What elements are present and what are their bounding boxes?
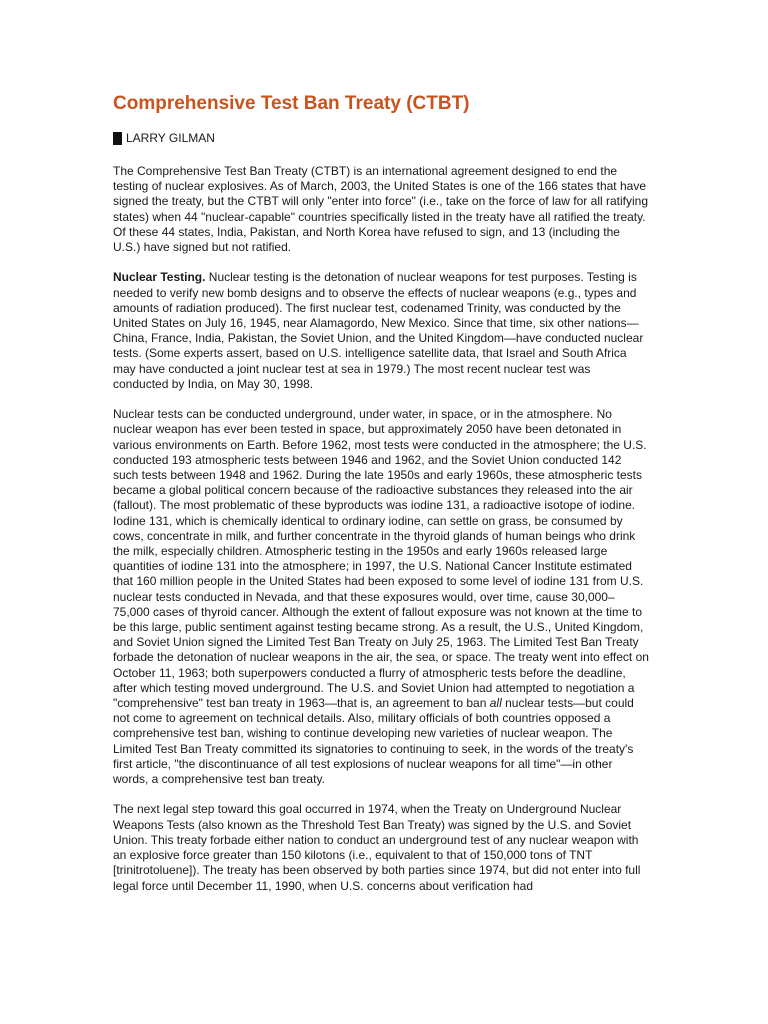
- author-name: LARRY GILMAN: [126, 131, 215, 145]
- article-body: [113, 164, 649, 909]
- paragraph-threshold-treaty: The next legal step toward this goal occurred in 1974, when the Treaty on Underground Nuclear Weapons Tests (also known as the Threshold Test Ban Treaty) was signed by the U.S. and Soviet Union. This treaty forbade either nation to conduct an underground test of any nuclear weapon with an explosive force greater than 150 kilotons (i.e., equivalent to that of 150,000 tons of TNT [trinitrotoluene]). The treaty has been observed by both parties since 1974, but did not enter into full legal force until December 11, 1990, when U.S. concerns about verification had: [113, 802, 641, 893]
- article-title: Comprehensive Test Ban Treaty (CTBT): [113, 93, 470, 114]
- paragraph-intro: The Comprehensive Test Ban Treaty (CTBT) is an international agreement designed to end the testing of nuclear explosives. As of March, 2003, the United States is one of the 166 states that have signed the treaty, but the CTBT will only "enter into force" (i.e., take on the force of law for all ratifying states) when 44 "nuclear-capable" countries specifically listed in the treaty have all ratified the treaty. Of these 44 states, India, Pakistan, and North Korea have refused to sign, and 13 (including the U.S.) have signed but not ratified.: [113, 164, 648, 255]
- paragraph-test-environments: [113, 407, 649, 787]
- paragraph-nuclear-testing-text: Nuclear testing is the detonation of nuclear weapons for test purposes. Testing is needed to verify new bomb designs and to observe the effects of nuclear weapons (e.g., types and amounts of radiation produced). The first nuclear test, codenamed Trinity, was conducted by the United States on July 16, 1945, near Alamagordo, New Mexico. Since that time, six other nations—China, France, India, Pakistan, the Soviet Union, and the United Kingdom—have conducted nuclear tests. (Some experts assert, based on U.S. intelligence satellite data, that Israel and South Africa may have conducted a joint nuclear test at sea in 1979.) The most recent nuclear test was conducted by India, on May 30, 1998.: [113, 270, 644, 391]
- paragraph-test-environments-part1: Nuclear tests can be conducted underground, under water, in space, or in the atmosphere. No nuclear weapon has ever been tested in space, but approximately 2050 have been detonated in various environments on Earth. Before 1962, most tests were conducted in the atmosphere; the U.S. conducted 193 atmospheric tests between 1946 and 1962, and the Soviet Union conducted 142 such tests between 1948 and 1962. During the late 1950s and early 1960s, these atmospheric tests became a global political concern because of the radioactive substances they released into the air (fallout). The most problematic of these byproducts was iodine 131, a radioactive isotope of iodine. Iodine 131, which is chemically identical to ordinary iodine, can settle on grass, be consumed by cows, concentrate in milk, and further concentrate in the thyroid glands of human beings who drink the milk, especially children. Atmospheric testing in the 1950s and early 1960s released large quantities of iodine 131 into the atmosphere; in 1997, the U.S. National Cancer Institute estimated that 160 million people in the United States had been exposed to some level of iodine 131 from U.S. nuclear tests conducted in Nevada, and that these exposures would, over time, cause 30,000–75,000 cases of thyroid cancer. Although the extent of fallout exposure was not known at the time to be this large, public sentiment against testing became strong. As a result, the U.S., United Kingdom, and Soviet Union signed the Limited Test Ban Treaty on July 25, 1963. The Limited Test Ban Treaty forbade the detonation of nuclear weapons in the air, the sea, or space. The treaty went into effect on October 11, 1963; both superpowers conducted a flurry of atmospheric tests before the deadline, after which testing moved underground. The U.S. and Soviet Union had attempted to negotiation a "comprehensive" test ban treaty in 1963—that is, an agreement to ban: [113, 407, 649, 711]
- paragraph-test-environments-part2: nuclear tests—but could not come to agreement on technical details. Also, military officials of both countries opposed a comprehensive test ban, wishing to continue developing new varieties of nuclear weapon. The Limited Test Ban Treaty committed its signatories to continuing to seek, in the words of the treaty's first article, "the discontinuance of all test explosions of nuclear weapons for all time"—in other words, a comprehensive test ban treaty.: [113, 696, 634, 787]
- author-bullet-icon: [113, 132, 122, 145]
- section-heading-nuclear-testing: Nuclear Testing.: [113, 270, 206, 285]
- emphasis-all: all: [489, 696, 502, 711]
- author-line: [113, 130, 215, 146]
- paragraph-nuclear-testing: [113, 270, 649, 392]
